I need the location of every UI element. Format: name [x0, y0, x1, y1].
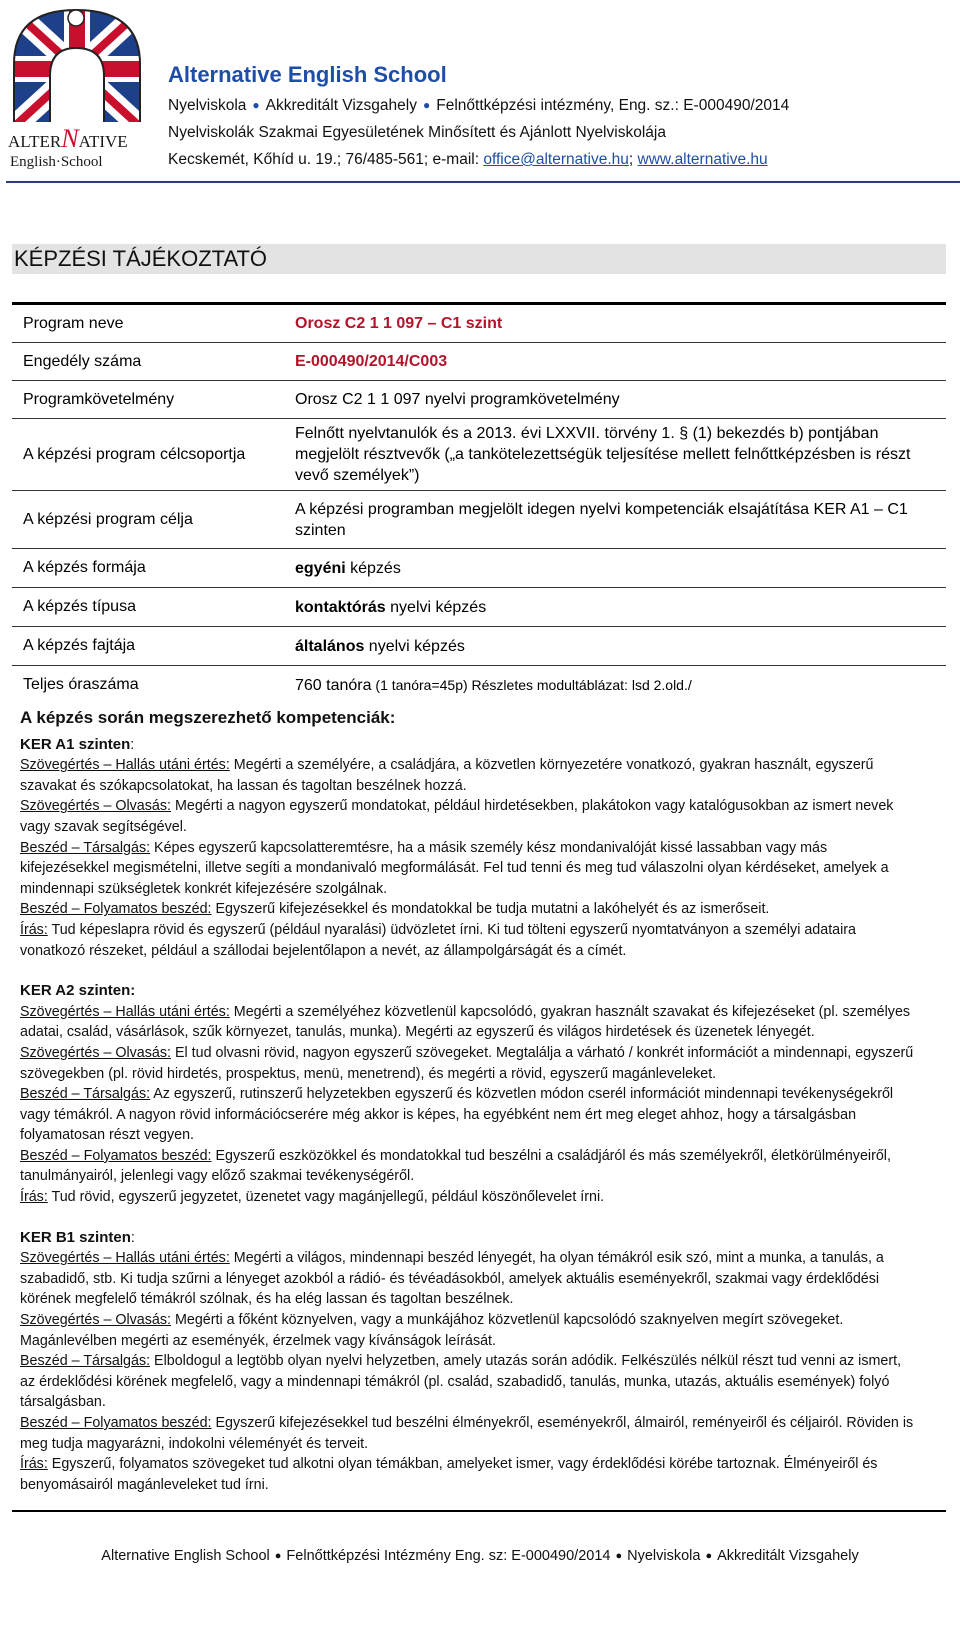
row-label: Programkövetelmény	[23, 390, 175, 408]
competency-item: Beszéd – Társalgás: Elboldogul a legtöbb olyan nyelvi helyzetben, amely utazás során adódik. Felkészülés nélkül részt tud venni az ismert, az érdeklődési körének megfelelő, vagy a mindennapi témákról (pl. család, szabadidő, tanulás, munka, utazás, aktuális események) folyó társalgásban.	[20, 1353, 902, 1411]
row-value: általános nyelvi képzés	[295, 637, 465, 655]
header-nyelviskola: Nyelviskola	[168, 97, 247, 114]
row-label: Teljes óraszáma	[23, 676, 139, 693]
page-footer: Alternative English School ● Felnőttképzési Intézmény Eng. sz: E-000490/2014 ● Nyelviskola ● Akkreditált Vizsgahely	[101, 1548, 859, 1564]
competency-item: Szövegértés – Olvasás: Megérti a nagyon egyszerű mondatokat, például hirdetésekben, plakátokon vagy katalógusokban az ismert nevek vagy szavak segítségével.	[20, 798, 894, 835]
header-line-2: Nyelviskolák Szakmai Egyesületének Minősített és Ajánlott Nyelviskolája	[168, 124, 666, 141]
school-logo	[6, 4, 148, 172]
header-address: Kecskemét, Kőhíd u. 19.; 76/485-561; e-mail:	[168, 151, 484, 168]
row-label: A képzési program célcsoportja	[23, 445, 246, 463]
row-label: A képzés formája	[23, 559, 146, 576]
bullet-icon: ●	[705, 1550, 713, 1562]
row-label: A képzés típusa	[23, 598, 136, 615]
bullet-icon: ●	[615, 1550, 623, 1562]
website-link[interactable]: www.alternative.hu	[637, 151, 768, 168]
bullet-icon: ●	[274, 1550, 282, 1562]
page-title: KÉPZÉSI TÁJÉKOZTATÓ	[12, 244, 946, 274]
header-sep: ;	[628, 151, 638, 168]
table-row	[12, 627, 946, 666]
competency-item: Szövegértés – Hallás utáni értés: Megérti a világos, mindennapi beszéd lényegét, ha olyan témákról esik szó, mint a munka, a tanulás, a szabadidő, stb. Ki tudja szűrni a lényeget azokból a rádió- és tévéadásokból, amelyek aktuális eseményekről, szakmai vagy érdeklődési körének megfelelő témákról szólnak, és ha elég lassan és tagoltan beszélnek.	[20, 1250, 884, 1308]
competency-item: Írás: Tud képeslapra rövid és egyszerű (például nyaralási) üdvözletet írni. Ki tud tölteni egyszerű nyomtatványon a személyi adataira vonatkozó részeket, például a szállodai bejelentőlapon a nevét, az állampolgárságát és a címét.	[20, 921, 857, 959]
row-label: Engedély száma	[23, 352, 142, 370]
row-value: E-000490/2014/C003	[295, 353, 448, 370]
competencies-section	[20, 708, 920, 1515]
header-registration: Felnőttképzési intézmény, Eng. sz.: E-000490/2014	[436, 97, 790, 114]
table-row	[12, 381, 946, 419]
row-value: A képzési programban megjelölt idegen nyelvi kompetenciák elsajátítása KER A1 – C1 szinten	[295, 500, 908, 539]
table-row	[12, 549, 946, 588]
table-row	[12, 343, 946, 381]
header-divider	[6, 181, 960, 183]
row-label: Program neve	[23, 314, 124, 332]
level-a2	[20, 981, 920, 1208]
table-row	[12, 419, 946, 491]
level-a1: KER A1 szinten: Szövegértés – Hallás utáni értés: Megérti a személyére, a családjára, a közvetlen környezetére vonatkozó, gyakran használt, egyszerű szavakat és szókapcsolatokat, ha lassan és tagoltan beszélnek hozzá. Szövegértés – Olvasás: Megérti a nagyon egyszerű mondatokat, például hirdetésekben, plakátokon vagy katalógusokban az ismert nevek vagy szavak segítségével. Beszéd – Társalgás: Képes egyszerű kapcsolatteremtésre, ha a másik személy kész mondanivalóját kissé lassabban vagy más kifejezésekkel megismételni, illetve segíti a mondanivaló megformálását. Fel tud tenni és meg tud válaszolni olyan kérdéseket, amelyek a mindennapi szükségletek konkrét kifejezésére szolgálnak. Beszéd – Folyamatos beszéd: Egyszerű kifejezésekkel és mondatokkal be tudja mutatni a lakóhelyét és az ismerőseit. Írás: Tud képeslapra rövid és egyszerű (például nyaralási) üdvözletet írni. Ki tud tölteni egyszerű nyomtatványon a személyi adataira vonatkozó részeket, például a szállodai bejelentőlapon a nevét, az állampolgárságát és a címét.	[20, 735, 920, 962]
competency-item: Beszéd – Társalgás: Az egyszerű, rutinszerű helyzetekben egyszerű és közvetlen módon cserél információt mindennapi tevékenységekről vagy témákról. A nagyon rövid információcserére még akkor is képes, ha egyébként nem ért meg eleget ahhoz, hogy a társalgásban folyamatosan részt vegyen.	[20, 1086, 894, 1144]
row-value: Felnőtt nyelvtanulók és a 2013. évi LXXVII. törvény 1. § (1) bekezdés b) pontjában megjelölt résztvevők („a tankötelezettségük teljesítése mellett felnőttképzésben is részt vevő személyek”)	[295, 425, 911, 484]
table-row	[12, 305, 946, 343]
row-value: Orosz C2 1 1 097 – C1 szint	[295, 315, 503, 332]
bullet-icon: ●	[423, 98, 431, 112]
competency-item: Beszéd – Folyamatos beszéd: Egyszerű eszközökkel és mondatokkal tud beszélni a családjáról és más személyekről, életkörülményeiről, tanulmányairól, jelenlegi vagy előző szakmai tevékenységéről.	[20, 1147, 891, 1185]
level-heading: KER A2 szinten:	[20, 982, 136, 1000]
row-value: Orosz C2 1 1 097 nyelvi programkövetelmény	[295, 391, 620, 408]
row-value: egyéni képzés	[295, 559, 401, 577]
competency-item: Beszéd – Folyamatos beszéd: Egyszerű kifejezésekkel és mondatokkal be tudja mutatni a lakóhelyét és az ismerőseit.	[20, 901, 770, 918]
header-line-3	[168, 151, 768, 169]
level-heading: KER B1 szinten	[20, 1228, 131, 1246]
level-heading: KER A1 szinten	[20, 735, 131, 753]
email-link[interactable]: office@alternative.hu	[483, 151, 629, 168]
school-name: Alternative English School	[168, 62, 447, 87]
svg-text:ALTERNATIVE: ALTERNATIVE	[8, 124, 128, 153]
row-label: A képzés fajtája	[23, 637, 136, 654]
bullet-icon: ●	[252, 98, 260, 112]
row-value: 760 tanóra (1 tanóra=45p) Részletes modultáblázat: lsd 2.old./	[295, 676, 692, 694]
row-value: kontaktórás nyelvi képzés	[295, 598, 487, 616]
level-b1: KER B1 szinten: Szövegértés – Hallás utáni értés: Megérti a világos, mindennapi beszéd lényegét, ha olyan témákról esik szó, mint a munka, a tanulás, a szabadidő, stb. Ki tudja szűrni a lényeget azokból a rádió- és tévéadásokból, amelyek aktuális eseményekről, szakmai vagy érdeklődési körének megfelelő témákról szólnak, és ha elég lassan és tagoltan beszélnek. Szövegértés – Olvasás: Megérti a főként köznyelven, vagy a munkájához közvetlenül kapcsolódó szaknyelven megírt szövegeket. Magánlevélben megérti az eseményék, érzelmek vagy kívánságok leírását. Beszéd – Társalgás: Elboldogul a legtöbb olyan nyelvi helyzetben, amely utazás során adódik. Felkészülés nélkül részt tud venni az ismert, az érdeklődési körének megfelelő, vagy a mindennapi témákról (pl. család, szabadidő, tanulás, munka, utazás, aktuális események) folyó társalgásban. Beszéd – Folyamatos beszéd: Egyszerű kifejezésekkel tud beszélni élményekről, eseményekről, álmairól, reményeiről és céljairól. Röviden is meg tudja magyarázni, indokolni véleményét és terveit. Írás: Egyszerű, folyamatos szövegeket tud alkotni olyan témákban, amelyeket ismer, vagy érdeklődési körébe tartoznak. Élményeiről és benyomásairól magánleveleket tud írni.	[20, 1228, 920, 1496]
table-row	[12, 491, 946, 549]
competency-item: Szövegértés – Hallás utáni értés: Megérti a személyéhez közvetlenül kapcsolódó, gyakran használt szavakat és kifejezéseket (pl. személyes adatai, család, vásárlások, szűk környezet, tanulás, munka). Megérti az egyszerű és világos hirdetések és üzenetek lényegét.	[20, 1003, 911, 1041]
header-line-1	[168, 97, 789, 115]
header-vizsgahely: Akkreditált Vizsgahely	[265, 97, 417, 114]
competency-item: Beszéd – Társalgás: Képes egyszerű kapcsolatteremtésre, ha a másik személy kész mondanivalóját kissé lassabban vagy más kifejezésekkel megismételni, illetve segíti a mondanivaló megformálását. Fel tud tenni és meg tud válaszolni olyan kérdéseket, amelyek a mindennapi szükségletek konkrét kifejezésére szolgálnak.	[20, 839, 889, 897]
competencies-title: A képzés során megszerezhető kompetenciák:	[20, 708, 396, 727]
competency-item: Írás: Egyszerű, folyamatos szövegeket tud alkotni olyan témákban, amelyeket ismer, vagy érdeklődési körébe tartoznak. Élményeiről és benyomásairól magánleveleket tud írni.	[20, 1456, 878, 1493]
competency-item: Szövegértés – Olvasás: Megérti a főként köznyelven, vagy a munkájához közvetlenül kapcsolódó szaknyelven megírt szövegeket. Magánlevélben megérti az eseményék, érzelmek vagy kívánságok leírását.	[20, 1312, 844, 1349]
svg-text:English·School: English·School	[10, 154, 103, 170]
competency-item: Szövegértés – Hallás utáni értés: Megérti a személyére, a családjára, a közvetlen környezetére vonatkozó, gyakran használt, egyszerű szavakat és szókapcsolatokat, ha lassan és tagoltan beszélnek hozzá.	[20, 757, 874, 794]
competency-item: Írás: Tud rövid, egyszerű jegyzetet, üzenetet vagy magánjellegű, például köszönőlevelet írni.	[20, 1189, 605, 1206]
competency-item: Beszéd – Folyamatos beszéd: Egyszerű kifejezésekkel tud beszélni élményekről, eseményekről, álmairól, reményeiről és céljairól. Röviden is meg tudja magyarázni, indokolni véleményét és terveit.	[20, 1415, 914, 1452]
info-table	[12, 302, 946, 704]
table-row	[12, 588, 946, 627]
row-label: A képzési program célja	[23, 510, 193, 528]
bottom-divider	[12, 1510, 946, 1512]
table-row	[12, 666, 946, 704]
competency-item: Szövegértés – Olvasás: El tud olvasni rövid, nagyon egyszerű szövegeket. Megtalálja a várható / konkrét információt a mindennapi, egyszerű szövegekben (pl. rövid hirdetés, prospektus, menü, menetrend), és megérti a rövid, egyszerű magánleveleket.	[20, 1044, 914, 1082]
